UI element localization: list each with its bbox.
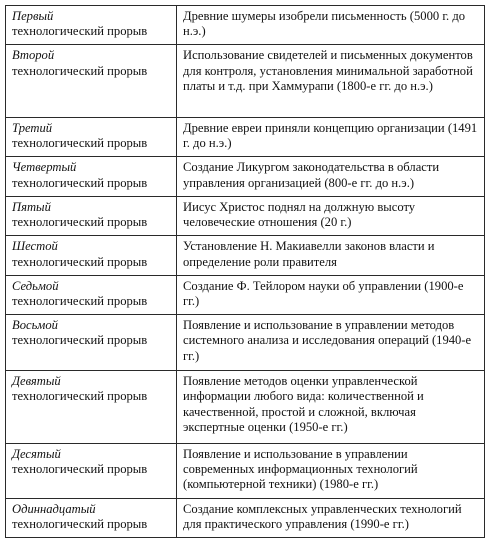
breakthrough-ordinal: Седьмой	[12, 278, 59, 293]
breakthrough-name-cell	[6, 443, 177, 498]
breakthrough-description: Использование свидетелей и письменных документов для контроля, установления минимальной заработной платы и т.д. при Хаммурапи (1800-е гг. до н.э.)	[183, 48, 473, 94]
breakthrough-description-cell	[177, 196, 485, 235]
breakthrough-kind: технологический прорыв	[12, 294, 148, 309]
breakthrough-kind: технологический прорыв	[12, 215, 148, 230]
breakthroughs-table	[5, 5, 485, 538]
breakthrough-description-cell	[177, 6, 485, 45]
breakthrough-kind: технологический прорыв	[12, 136, 148, 151]
table-row	[6, 196, 485, 235]
breakthrough-ordinal: Шестой	[12, 239, 58, 254]
breakthrough-name-cell	[6, 236, 177, 275]
breakthrough-description: Создание Ф. Тейлором науки об управлении (1900-е гг.)	[183, 278, 464, 309]
breakthrough-kind: технологический прорыв	[12, 254, 148, 269]
breakthrough-description: Появление и использование в управлении методов системного анализа и исследования операций (1940-е гг.)	[183, 318, 472, 363]
breakthrough-name-cell	[6, 6, 177, 45]
table-row	[6, 6, 485, 45]
breakthrough-kind: технологический прорыв	[12, 63, 148, 78]
breakthrough-name-cell	[6, 371, 177, 444]
breakthrough-description-cell	[177, 371, 485, 444]
breakthrough-description-cell	[177, 498, 485, 537]
breakthrough-description-cell	[177, 275, 485, 314]
table-row	[6, 315, 485, 371]
breakthrough-kind: технологический прорыв	[12, 516, 148, 531]
breakthrough-ordinal: Десятый	[12, 446, 61, 461]
breakthrough-name-cell	[6, 117, 177, 156]
breakthrough-description-cell	[177, 117, 485, 156]
breakthrough-description-cell	[177, 157, 485, 196]
breakthrough-name-cell	[6, 498, 177, 537]
table-body	[6, 6, 485, 538]
breakthrough-ordinal: Первый	[12, 9, 54, 23]
breakthrough-ordinal: Четвертый	[12, 160, 77, 175]
breakthrough-kind: технологический прорыв	[12, 389, 148, 404]
breakthrough-description-cell	[177, 236, 485, 275]
breakthrough-kind: технологический прорыв	[12, 24, 148, 39]
breakthrough-name-cell	[6, 157, 177, 196]
table-row	[6, 371, 485, 444]
breakthrough-description: Древние евреи приняли концепцию организации (1491 г. до н.э.)	[183, 120, 478, 151]
breakthrough-name-cell	[6, 315, 177, 371]
breakthrough-ordinal: Девятый	[12, 374, 61, 389]
table-row	[6, 117, 485, 156]
table-row	[6, 45, 485, 118]
breakthrough-kind: технологический прорыв	[12, 175, 148, 190]
breakthrough-description-cell	[177, 315, 485, 371]
breakthrough-description: Создание комплексных управленческих технологий для практического управления (1990-е гг.)	[183, 501, 462, 531]
breakthrough-ordinal: Пятый	[12, 199, 51, 214]
breakthrough-ordinal: Второй	[12, 48, 55, 63]
breakthrough-kind: технологический прорыв	[12, 333, 148, 348]
breakthrough-description-cell	[177, 443, 485, 498]
breakthrough-description: Древние шумеры изобрели письменность (5000 г. до н.э.)	[183, 9, 466, 39]
breakthrough-ordinal: Одиннадцатый	[12, 501, 96, 516]
table-row	[6, 157, 485, 196]
breakthrough-ordinal: Восьмой	[12, 318, 58, 333]
breakthrough-description: Иисус Христос поднял на должную высоту человеческие отношения (20 г.)	[183, 199, 416, 230]
table-row	[6, 443, 485, 498]
breakthrough-ordinal: Третий	[12, 120, 53, 135]
breakthrough-description: Установление Н. Макиавелли законов власти и определение роли правителя	[183, 239, 435, 269]
breakthrough-description: Создание Ликургом законодательства в области управления организацией (800-е гг. до н.э.)	[183, 160, 440, 190]
breakthrough-name-cell	[6, 196, 177, 235]
table-row	[6, 236, 485, 275]
table-row	[6, 275, 485, 314]
breakthrough-name-cell	[6, 275, 177, 314]
breakthrough-description: Появление и использование в управлении современных информационных технологий (компьютерной техники) (1980-е гг.)	[183, 446, 418, 492]
table-row	[6, 498, 485, 537]
breakthrough-description-cell	[177, 45, 485, 118]
breakthrough-name-cell	[6, 45, 177, 118]
breakthrough-description: Появление методов оценки управленческой информации любого вида: количественной и качественной, простой и сложной, включая экспертные оценки (1950-е гг.)	[183, 374, 424, 435]
breakthrough-kind: технологический прорыв	[12, 462, 148, 476]
